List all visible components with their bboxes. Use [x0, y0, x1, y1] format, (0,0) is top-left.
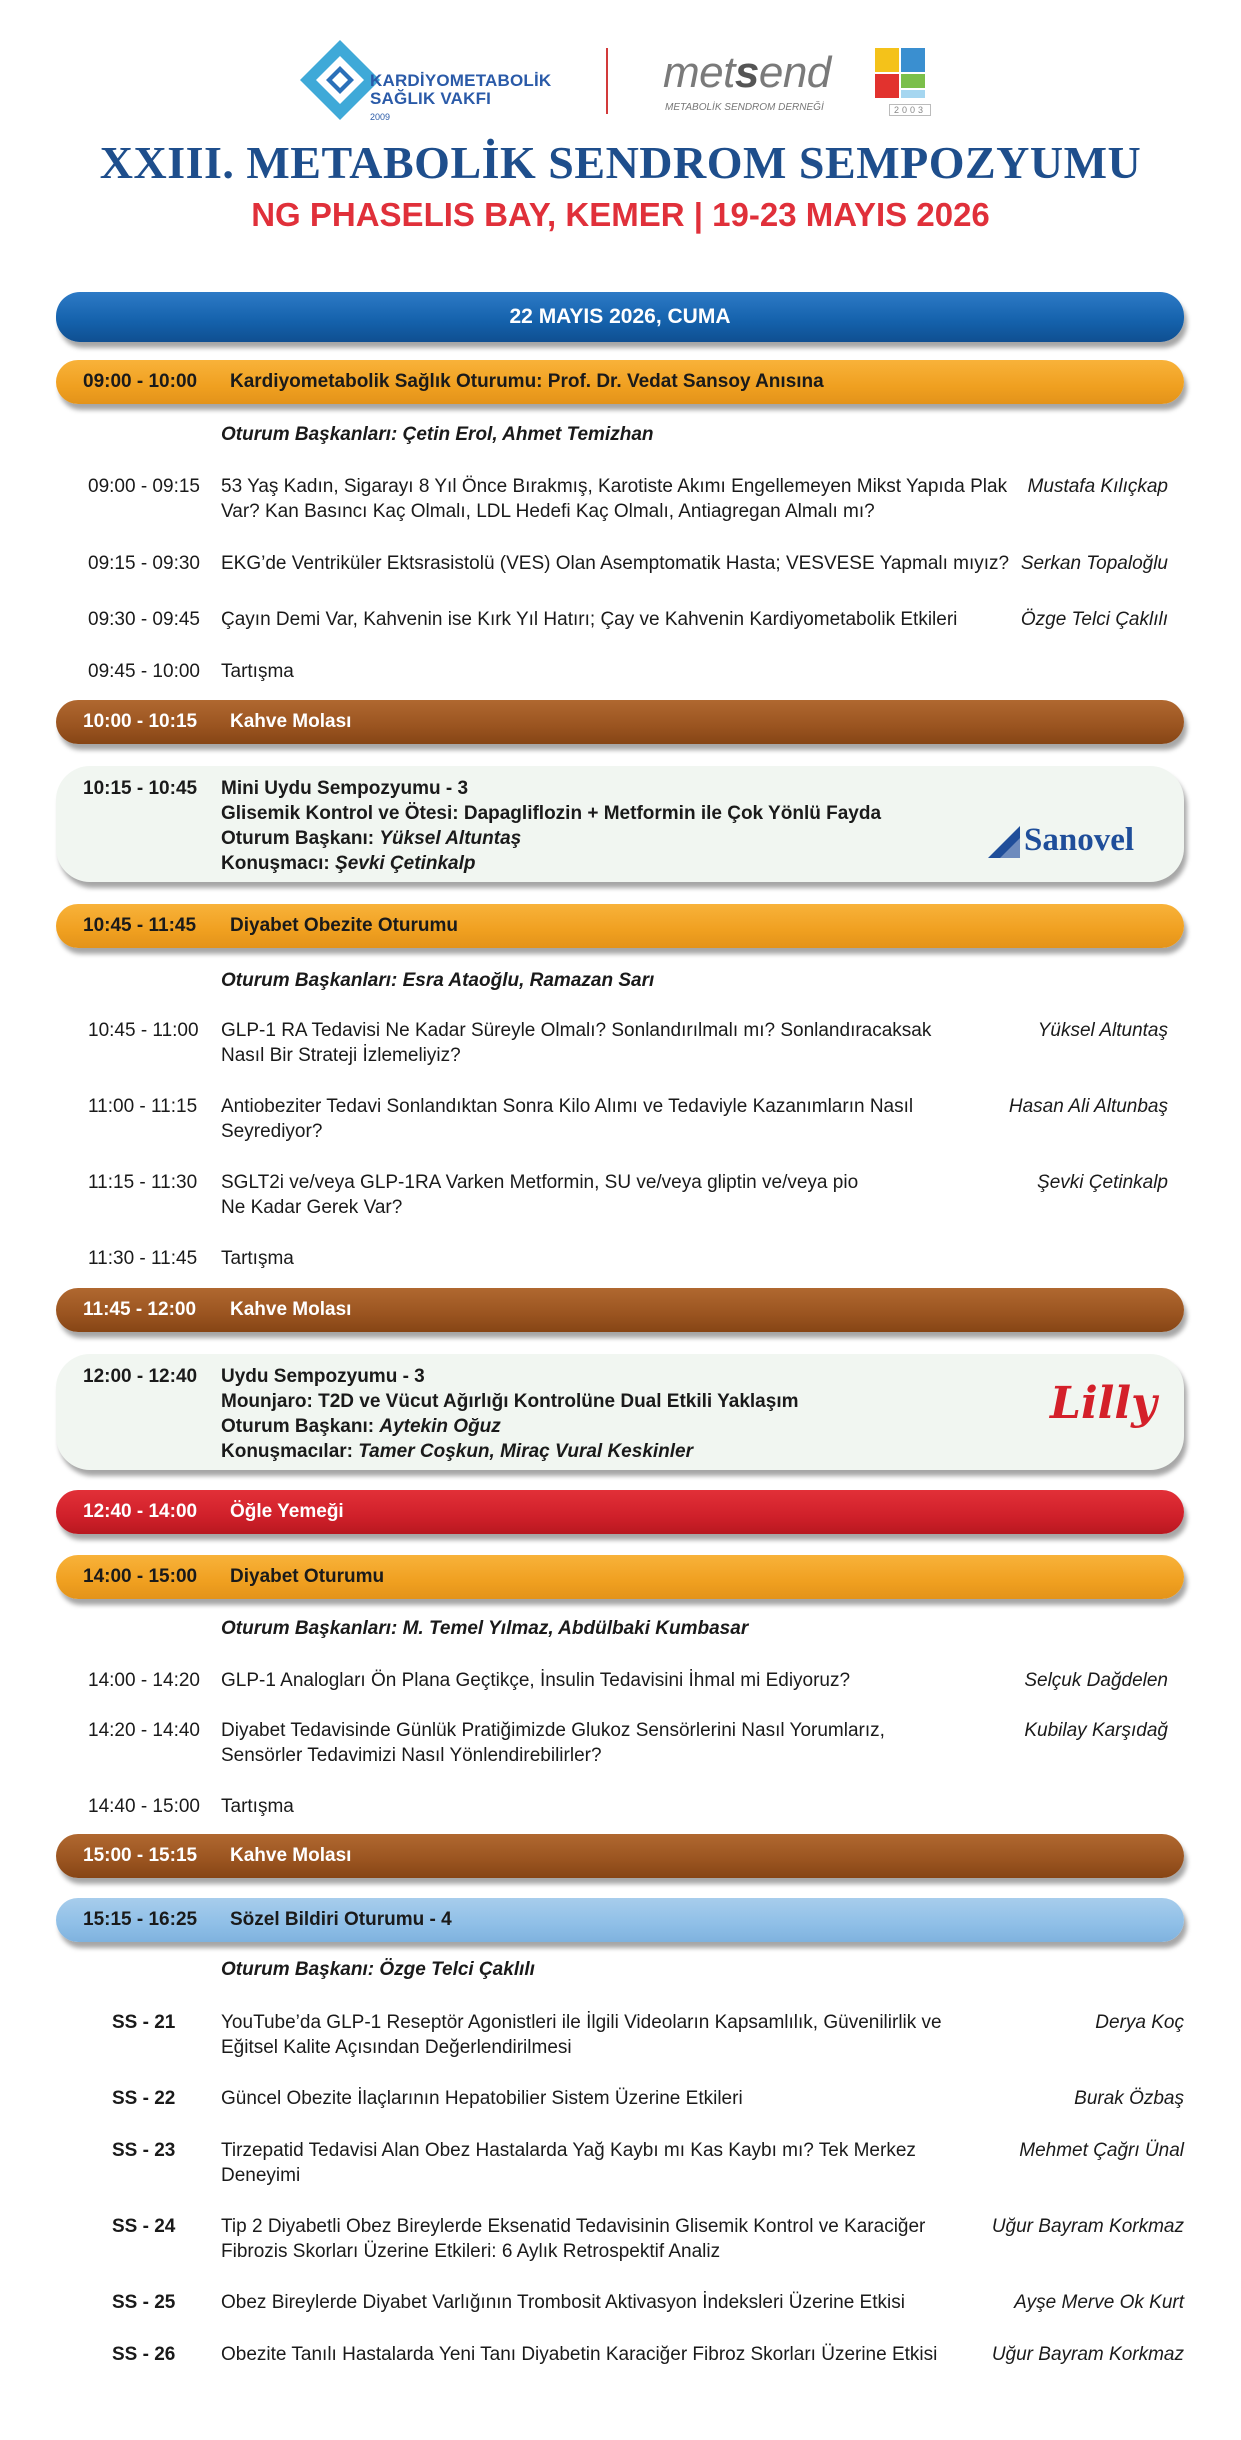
satellite-box-lilly: [56, 1354, 1184, 1470]
abstract-title: Güncel Obezite İlaçlarının Hepatobilier Sistem Üzerine Etkileri: [221, 2088, 743, 2109]
talk-speaker: Şevki Çetinkalp: [1037, 1172, 1168, 1193]
metsend-part3: end: [758, 48, 831, 97]
speaker-name: Şevki Çetinkalp: [335, 853, 476, 874]
sanovel-wordmark: Sanovel: [1024, 822, 1135, 858]
break-time: 15:00 - 15:15: [83, 1845, 198, 1866]
session-bar-sozel-bildiri: [56, 1898, 1184, 1942]
break-bar-3: [56, 1834, 1184, 1878]
abstract-speaker: Derya Koç: [1095, 2012, 1184, 2033]
talk-time: 09:45 - 10:00: [88, 661, 200, 682]
abstract-code: SS - 26: [112, 2344, 176, 2365]
session-chairs: Oturum Başkanları: M. Temel Yılmaz, Abdülbaki Kumbasar: [221, 1618, 749, 1639]
lunch-time: 12:40 - 14:00: [83, 1501, 198, 1522]
abstract-title: Tip 2 Diyabetli Obez Bireylerde Eksenatid Tedavisinin Glisemik Kontrol ve Karaciğer Fibrozis Skorları Üzerine Etkileri: 6 Aylık Retrospektif Analiz: [221, 2216, 926, 2262]
talk-time: 11:00 - 11:15: [88, 1096, 198, 1117]
metsend-wordmark: [663, 48, 831, 98]
talk-title: Diyabet Tedavisinde Günlük Pratiğimizde Glukoz Sensörlerini Nasıl Yorumlarız, Sensörler Tedavimizi Nasıl Yönlendirebilirler?: [221, 1720, 885, 1766]
abstract-title: Obezite Tanılı Hastalarda Yeni Tanı Diyabetin Karaciğer Fibroz Skorları Üzerine Etkisi: [221, 2344, 938, 2365]
talk-title: GLP-1 RA Tedavisi Ne Kadar Süreyle Olmalı? Sonlandırılmalı mı? Sonlandıracaksak Nasıl Bir Strateji İzlemeliyiz?: [221, 1020, 932, 1066]
talk-time: 14:20 - 14:40: [88, 1720, 200, 1741]
break-time: 10:00 - 10:15: [83, 711, 198, 732]
sanovel-mark-icon: [988, 826, 1022, 858]
talk-speaker: Serkan Topaloğlu: [1020, 553, 1168, 574]
session-title: Diyabet Obezite Oturumu: [230, 915, 459, 936]
page-title: XXIII. METABOLİK SENDROM SEMPOZYUMU: [99, 137, 1142, 188]
talk-time: 10:45 - 11:00: [88, 1020, 199, 1041]
break-title: Kahve Molası: [230, 711, 352, 732]
metsend-subtitle: METABOLİK SENDROM DERNEĞİ: [665, 102, 824, 113]
lunch-bar: [56, 1490, 1184, 1534]
break-title: Kahve Molası: [230, 1845, 352, 1866]
abstract-title: Tirzepatid Tedavisi Alan Obez Hastalarda Yağ Kaybı mı Kas Kaybı mı? Tek Merkez Deneyimi: [221, 2140, 916, 2186]
lilly-logo: Lilly: [1050, 1378, 1157, 1429]
session-time: 14:00 - 15:00: [83, 1566, 198, 1587]
talk-time: 11:15 - 11:30: [88, 1172, 198, 1193]
talk-title: Tartışma: [221, 1248, 294, 1269]
abstract-speaker: Burak Özbaş: [1074, 2088, 1184, 2109]
logo-divider: [606, 48, 608, 114]
abstract-title: YouTube’da GLP-1 Reseptör Agonistleri ile İlgili Videoların Kapsamlılık, Güvenilirlik ve Eğitsel Kalite Açısından Değerlendirilmesi: [221, 2012, 942, 2058]
session-time: 10:45 - 11:45: [83, 915, 197, 936]
session-bar-kardiyometabolik: [56, 360, 1184, 404]
talk-title: Tartışma: [221, 1796, 294, 1817]
abstract-code: SS - 22: [112, 2088, 176, 2109]
satellite-chair: [221, 1416, 501, 1438]
session-bar-diyabet: [56, 1555, 1184, 1599]
session-chairs: Oturum Başkanı: Özge Telci Çaklılı: [221, 1959, 535, 1980]
talk-speaker: Mustafa Kılıçkap: [1027, 476, 1168, 497]
org1-year: 2009: [370, 112, 391, 122]
lunch-title: Öğle Yemeği: [230, 1501, 344, 1522]
kardiyometabolik-logo: [298, 38, 558, 130]
talk-title: GLP-1 Analogları Ön Plana Geçtikçe, İnsulin Tedavisini İhmal mi Ediyoruz?: [221, 1670, 851, 1691]
org1-line1: KARDİYOMETABOLİK: [370, 71, 552, 90]
abstract-code: SS - 23: [112, 2140, 176, 2161]
day-label: 22 MAYIS 2026, CUMA: [509, 305, 731, 328]
metsend-year: 2003: [889, 104, 931, 116]
session-title: Kardiyometabolik Sağlık Oturumu: Prof. Dr. Vedat Sansoy Anısına: [230, 371, 824, 392]
talk-speaker: Özge Telci Çaklılı: [1020, 609, 1168, 630]
talk-speaker: Selçuk Dağdelen: [1024, 1670, 1168, 1691]
abstract-code: SS - 25: [112, 2292, 176, 2313]
talk-time: 09:15 - 09:30: [88, 553, 200, 574]
talk-title: EKG’de Ventriküler Ektsrasistolü (VES) Olan Asemptomatik Hasta; VESVESE Yapmalı mıyız?: [221, 553, 1010, 574]
satellite-time: 12:00 - 12:40: [83, 1366, 198, 1387]
session-chairs: Oturum Başkanları: Çetin Erol, Ahmet Temizhan: [221, 424, 654, 445]
talk-time: 09:00 - 09:15: [88, 476, 200, 497]
abstract-code: SS - 21: [112, 2012, 176, 2033]
talk-title: Antiobeziter Tedavi Sonlandıktan Sonra Kilo Alımı ve Tedaviyle Kazanımların Nasıl Seyrediyor?: [221, 1096, 914, 1142]
chair-name: Aytekin Oğuz: [379, 1416, 501, 1437]
satellite-speaker: [221, 853, 475, 875]
break-time: 11:45 - 12:00: [83, 1299, 197, 1320]
sanovel-logo: [988, 824, 1148, 860]
day-header-bar: [56, 292, 1184, 342]
satellite-title: Mini Uydu Sempozyumu - 3: [221, 778, 469, 799]
break-bar-2: [56, 1288, 1184, 1332]
chair-label: Oturum Başkanı:: [221, 1416, 375, 1437]
session-chairs: Oturum Başkanları: Esra Ataoğlu, Ramazan Sarı: [221, 970, 655, 991]
talk-speaker: Yüksel Altuntaş: [1037, 1020, 1168, 1041]
satellite-speaker: [221, 1441, 693, 1463]
talk-time: 14:00 - 14:20: [88, 1670, 200, 1691]
session-time: 09:00 - 10:00: [83, 371, 198, 392]
talk-time: 14:40 - 15:00: [88, 1796, 200, 1817]
break-title: Kahve Molası: [230, 1299, 352, 1320]
speaker-label: Konuşmacılar:: [221, 1441, 353, 1462]
satellite-chair: [221, 828, 521, 850]
abstract-title: Obez Bireylerde Diyabet Varlığının Trombosit Aktivasyon İndeksleri Üzerine Etkisi: [221, 2292, 905, 2313]
satellite-time: 10:15 - 10:45: [83, 778, 198, 799]
chair-label: Oturum Başkanı:: [221, 828, 375, 849]
satellite-topic: Glisemik Kontrol ve Ötesi: Dapagliflozin + Metformin ile Çok Yönlü Fayda: [221, 803, 882, 824]
talk-title: SGLT2i ve/veya GLP-1RA Varken Metformin, SU ve/veya gliptin ve/veya pio Ne Kadar Gerek Var?: [221, 1172, 859, 1218]
break-bar-1: [56, 700, 1184, 744]
satellite-topic: Mounjaro: T2D ve Vücut Ağırlığı Kontrolüne Dual Etkili Yaklaşım: [221, 1391, 799, 1412]
org1-line2: SAĞLIK VAKFI: [370, 89, 492, 108]
talk-time: 09:30 - 09:45: [88, 609, 200, 630]
metsend-part1: met: [663, 48, 735, 97]
abstract-speaker: Uğur Bayram Korkmaz: [991, 2216, 1184, 2237]
session-time: 15:15 - 16:25: [83, 1909, 198, 1930]
org1-name: [370, 72, 551, 108]
speaker-label: Konuşmacı:: [221, 853, 330, 874]
session-bar-diyabet-obezite: [56, 904, 1184, 948]
talk-speaker: Kubilay Karşıdağ: [1024, 1720, 1168, 1741]
talk-time: 11:30 - 11:45: [88, 1248, 198, 1269]
abstract-speaker: Mehmet Çağrı Ünal: [1019, 2140, 1184, 2161]
talk-title: Tartışma: [221, 661, 294, 682]
abstract-speaker: Uğur Bayram Korkmaz: [991, 2344, 1184, 2365]
talk-speaker: Hasan Ali Altunbaş: [1008, 1096, 1168, 1117]
metsend-logo: [663, 44, 963, 124]
chair-name: Yüksel Altuntaş: [379, 828, 522, 849]
speaker-name: Tamer Coşkun, Miraç Vural Keskinler: [358, 1441, 694, 1462]
session-title: Sözel Bildiri Oturumu - 4: [230, 1909, 452, 1930]
metsend-part2: s: [734, 48, 759, 97]
page-subtitle: NG PHASELIS BAY, KEMER | 19-23 MAYIS 2026: [251, 196, 990, 233]
session-title: Diyabet Oturumu: [230, 1566, 385, 1587]
abstract-code: SS - 24: [112, 2216, 176, 2237]
abstract-speaker: Ayşe Merve Ok Kurt: [1014, 2292, 1184, 2313]
metsend-squares-icon: [875, 48, 931, 102]
talk-title: Çayın Demi Var, Kahvenin ise Kırk Yıl Hatırı; Çay ve Kahvenin Kardiyometabolik Etkileri: [221, 609, 958, 630]
talk-title: 53 Yaş Kadın, Sigarayı 8 Yıl Önce Bırakmış, Karotiste Akımı Engellemeyen Mikst Yapıda Plak Var? Kan Basıncı Kaç Olmalı, LDL Hedefi Kaç Olmalı, Antiagregan Almalı mı?: [221, 476, 1008, 522]
satellite-title: Uydu Sempozyumu - 3: [221, 1366, 425, 1387]
